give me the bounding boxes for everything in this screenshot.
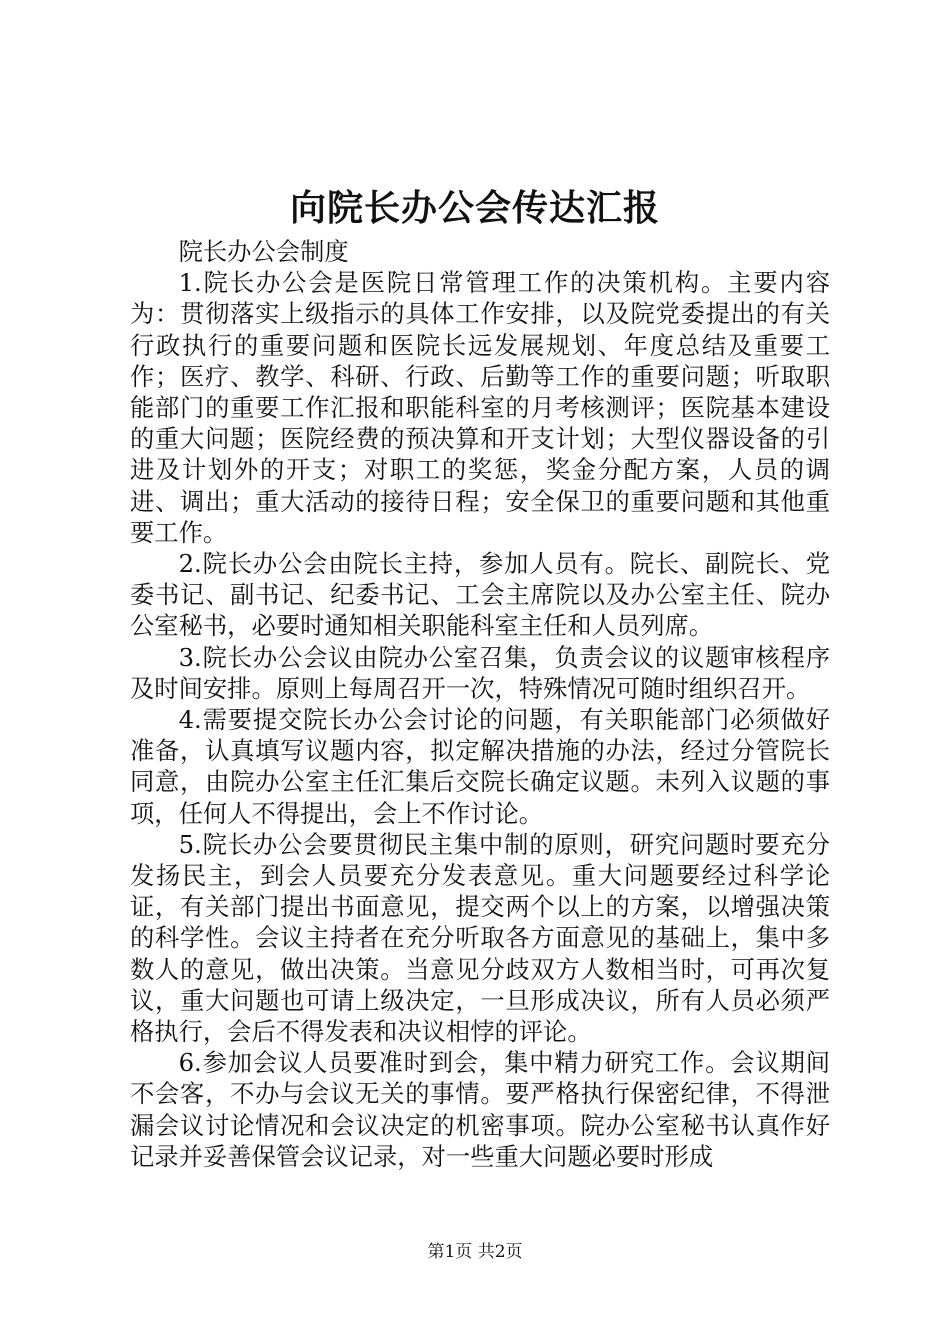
paragraph-5: 5.院长办公会要贯彻民主集中制的原则，研究问题时要充分发扬民主，到会人员要充分发表意见。重大问题要经过科学论证，有关部门提出书面意见，提交两个以上的方案，以增强决策的科学性。会议主持者在充分听取各方面意见的基础上，集中多数人的意见，做出决策。当意见分歧双方人数相当时，可再次复议，重大问题也可请上级决定，一旦形成决议，所有人员必须严格执行，会后不得发表和决议相悖的评论。 [130,829,830,1047]
document-title: 向院长办公会传达汇报 [289,187,660,229]
document-body [130,236,830,1172]
paragraph-2: 2.院长办公会由院长主持，参加人员有。院长、副院长、党委书记、副书记、纪委书记、工会主席院以及办公室主任、院办公室秘书，必要时通知相关职能科室主任和人员列席。 [130,549,830,641]
section-heading: 院长办公会制度 [178,237,349,266]
page-number-footer: 第1页 共2页 [427,1242,523,1262]
paragraph-4: 4.需要提交院长办公会讨论的问题，有关职能部门必须做好准备，认真填写议题内容，拟定解决措施的办法，经过分管院长同意，由院办公室主任汇集后交院长确定议题。未列入议题的事项，任何人不得提出，会上不作讨论。 [130,705,830,828]
paragraph-3: 3.院长办公会议由院办公室召集，负责会议的议题审核程序及时间安排。原则上每周召开一次，特殊情况可随时组织召开。 [130,642,830,703]
paragraph-1: 1.院长办公会是医院日常管理工作的决策机构。主要内容为：贯彻落实上级指示的具体工作安排，以及院党委提出的有关行政执行的重要问题和医院长远发展规划、年度总结及重要工作；医疗、教学、科研、行政、后勤等工作的重要问题；听取职能部门的重要工作汇报和职能科室的月考核测评；医院基本建设的重大问题；医院经费的预决算和开支计划；大型仪器设备的引进及计划外的开支；对职工的奖惩，奖金分配方案，人员的调进、调出；重大活动的接待日程；安全保卫的重要问题和其他重要工作。 [130,268,830,547]
paragraph-6: 6.参加会议人员要准时到会，集中精力研究工作。会议期间不会客，不办与会议无关的事情。要严格执行保密纪律，不得泄漏会议讨论情况和会议决定的机密事项。院办公室秘书认真作好记录并妥善保管会议记录，对一些重大问题必要时形成 [130,1048,830,1171]
